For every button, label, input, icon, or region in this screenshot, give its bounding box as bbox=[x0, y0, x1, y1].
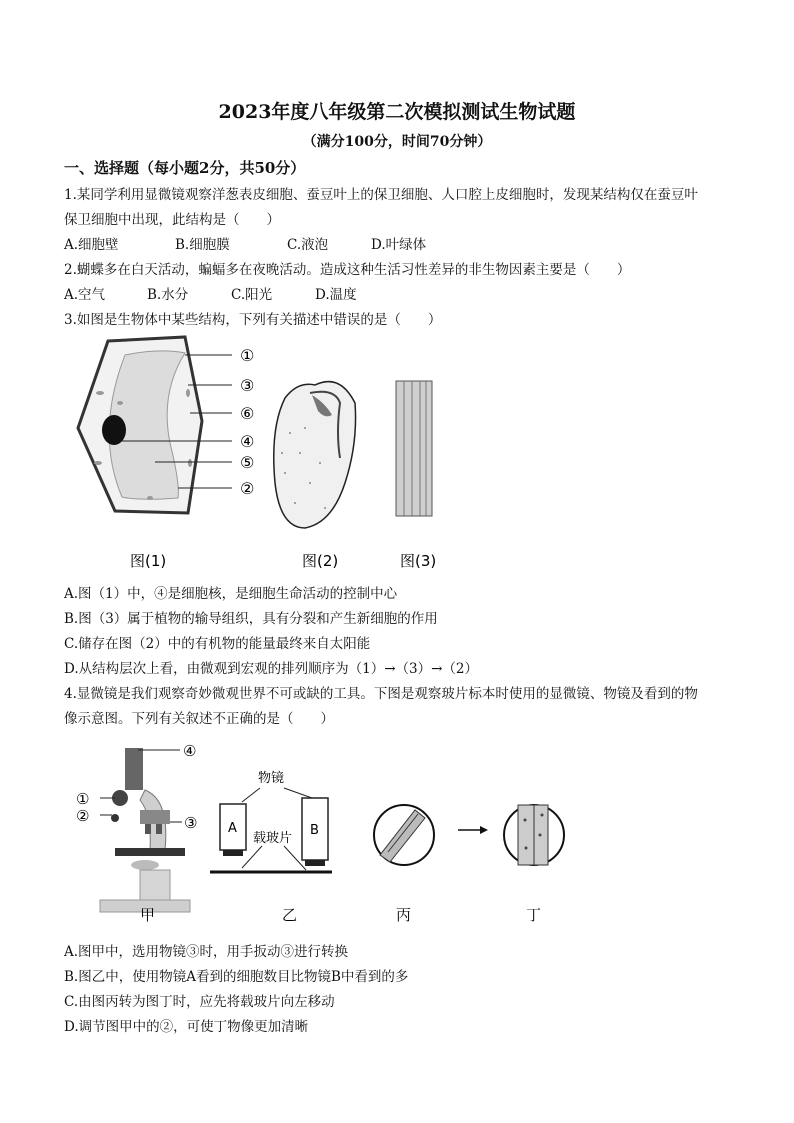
q1-option-d: D.叶绿体 bbox=[371, 237, 427, 253]
fig1-marker-2: ② bbox=[240, 479, 255, 498]
fig-jia-marker-2: ② bbox=[76, 807, 90, 825]
slide-label: 载玻片 bbox=[253, 831, 293, 846]
stage-shape bbox=[115, 848, 185, 856]
fig1-marker-1: ① bbox=[240, 346, 255, 365]
fig1-marker-4: ④ bbox=[240, 432, 255, 451]
seed-shape bbox=[274, 382, 356, 528]
q3-figure bbox=[70, 333, 470, 573]
fig-jia-marker-3: ③ bbox=[184, 814, 198, 832]
fig-bing-caption: 丙 bbox=[396, 906, 412, 924]
q1-stem-line2: 保卫细胞中出现，此结构是（ ） bbox=[64, 212, 280, 228]
q3-option-d: D.从结构层次上看，由微观到宏观的排列顺序为（1）→（3）→（2） bbox=[64, 661, 479, 677]
fig1-caption: 图(1) bbox=[130, 552, 167, 570]
q4-option-c: C.由图丙转为图丁时，应先将载玻片向左移动 bbox=[64, 994, 335, 1010]
objective-label: 物镜 bbox=[258, 771, 285, 786]
q3-stem: 3.如图是生物体中某些结构，下列有关描述中错误的是（ ） bbox=[64, 312, 442, 328]
fig-jia-marker-4: ④ bbox=[183, 742, 197, 760]
page-title: 2023年度八年级第二次模拟测试生物试题 bbox=[218, 101, 576, 123]
tissue-shape bbox=[396, 381, 432, 516]
q2-option-a: A.空气 bbox=[64, 287, 106, 303]
q4-option-a: A.图甲中，选用物镜③时，用手扳动③进行转换 bbox=[64, 944, 349, 960]
page-subtitle: （满分100分，时间70分钟） bbox=[302, 134, 492, 150]
fig-yi-caption: 乙 bbox=[282, 906, 298, 924]
section-heading: 一、选择题（每小题2分，共50分） bbox=[64, 159, 306, 177]
objective-b-letter: B bbox=[310, 823, 319, 838]
fig-ding-caption: 丁 bbox=[526, 906, 542, 924]
fig1-marker-3: ③ bbox=[240, 376, 255, 395]
fig1-marker-5: ⑤ bbox=[240, 453, 255, 472]
q4-stem-line2: 像示意图。下列有关叙述不正确的是（ ） bbox=[64, 711, 334, 727]
q2-stem: 2.蝴蝶多在白天活动，蝙蝠多在夜晚活动。造成这种生活习性差异的非生物因素主要是（ ） bbox=[64, 262, 631, 278]
eyepiece-shape bbox=[125, 748, 143, 790]
fig-jia-caption: 甲 bbox=[140, 906, 156, 924]
q2-option-b: B.水分 bbox=[147, 287, 189, 303]
q4-option-b: B.图乙中，使用物镜A看到的细胞数目比物镜B中看到的多 bbox=[64, 969, 409, 985]
q4-figure bbox=[70, 740, 590, 925]
q1-option-c: C.液泡 bbox=[287, 237, 329, 253]
fig2-caption: 图(2) bbox=[302, 552, 339, 570]
q1-option-b: B.细胞膜 bbox=[175, 237, 230, 253]
objective-a-letter: A bbox=[228, 821, 237, 836]
fig-jia-marker-1: ① bbox=[76, 790, 90, 808]
q1-stem-line1: 1.某同学利用显微镜观察洋葱表皮细胞、蚕豆叶上的保卫细胞、人口腔上皮细胞时，发现某结构仅在蚕豆叶 bbox=[64, 187, 698, 203]
q2-option-d: D.温度 bbox=[315, 287, 357, 303]
q4-option-d: D.调节图甲中的②，可使丁物像更加清晰 bbox=[64, 1019, 309, 1035]
q1-option-a: A.细胞壁 bbox=[64, 237, 119, 253]
q3-option-a: A.图（1）中，④是细胞核，是细胞生命活动的控制中心 bbox=[64, 586, 398, 602]
q4-stem-line1: 4.显微镜是我们观察奇妙微观世界不可或缺的工具。下图是观察玻片标本时使用的显微镜、物镜及看到的物 bbox=[64, 686, 698, 702]
q2-option-c: C.阳光 bbox=[231, 287, 273, 303]
q3-option-c: C.储存在图（2）中的有机物的能量最终来自太阳能 bbox=[64, 636, 371, 652]
fig1-marker-6: ⑥ bbox=[240, 404, 255, 423]
fig3-caption: 图(3) bbox=[400, 552, 437, 570]
q3-option-b: B.图（3）属于植物的输导组织，具有分裂和产生新细胞的作用 bbox=[64, 611, 438, 627]
